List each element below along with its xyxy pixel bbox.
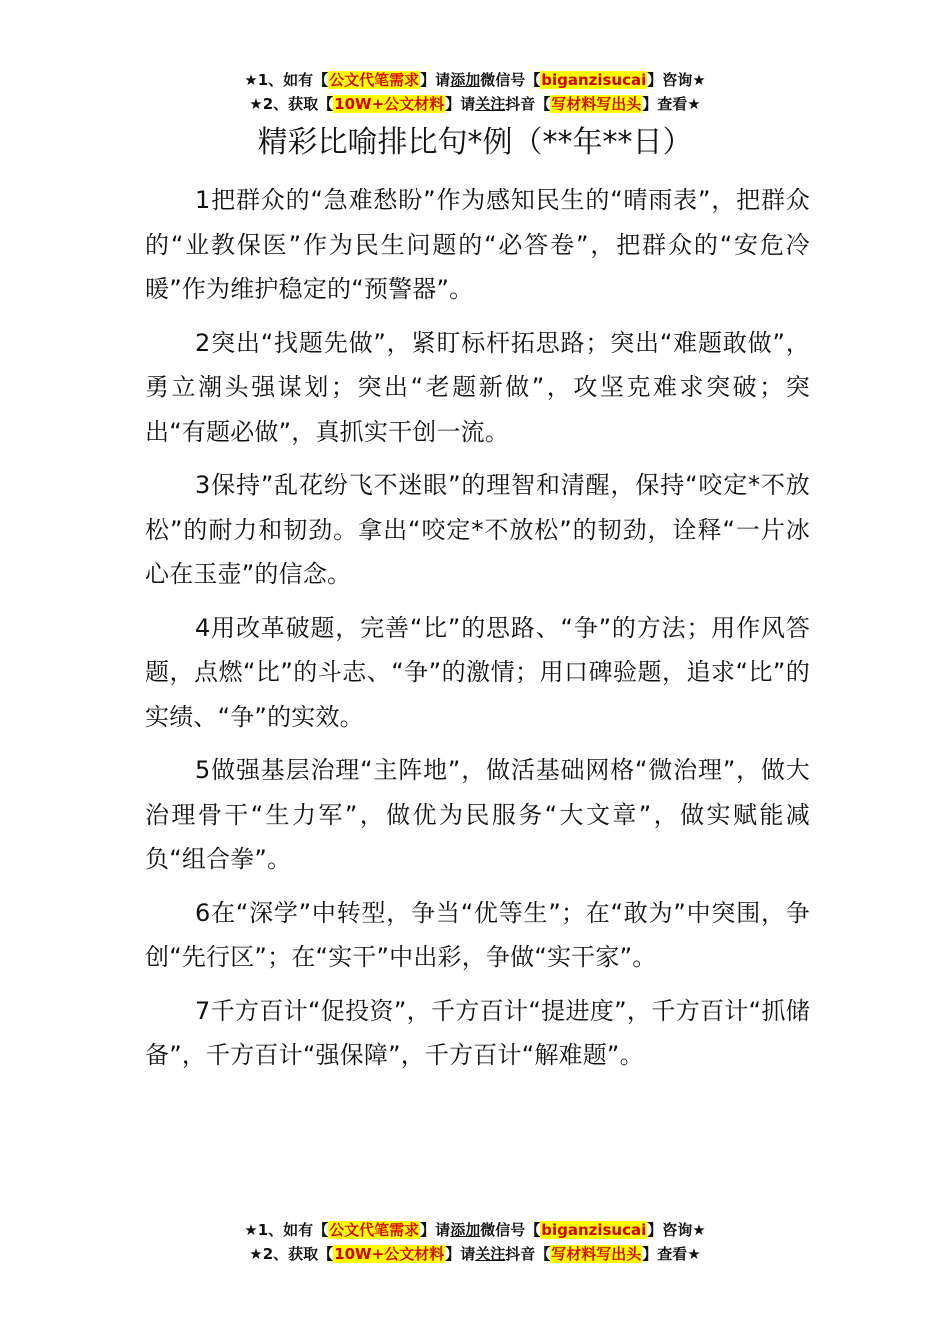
document-title: 精彩比喻排比句*例（**年**日）	[257, 125, 693, 160]
promo-text: 】咨询★	[647, 1221, 706, 1239]
promo-text: 】请	[445, 95, 476, 113]
header-promo-banner	[0, 68, 950, 116]
promo-text: 微信号【	[480, 1221, 541, 1239]
promo-highlight: 公文代笔需求	[329, 1221, 420, 1239]
paragraph-1: 1把群众的“急难愁盼”作为感知民生的“晴雨表”，把群众的“业教保医”作为民生问题的“必答卷”，把群众的“安危冷暖”作为维护稳定的“预警器”。	[145, 186, 810, 303]
promo-underline: 添加	[450, 1221, 481, 1239]
promo-douyin-id: 写材料写出头	[551, 95, 642, 113]
promo-text: 抖音【	[505, 95, 551, 113]
promo-line-1	[0, 68, 950, 92]
promo-wechat-id: biganzisucai	[541, 71, 647, 89]
promo-text: ★2、获取【	[249, 1245, 334, 1263]
footer-promo-banner	[0, 1218, 950, 1266]
document-body	[145, 178, 810, 1087]
paragraph-7: 7千方百计“促投资”，千方百计“提进度”，千方百计“抓储备”，千方百计“强保障”，千方百计“解难题”。	[145, 996, 810, 1069]
promo-highlight: 公文代笔需求	[329, 71, 420, 89]
paragraph-2: 2突出“找题先做”，紧盯标杆拓思路；突出“难题敢做”，勇立潮头强谋划；突出“老题新做”，攻坚克难求突破；突出“有题必做”，真抓实干创一流。	[145, 328, 810, 446]
promo-text: 】查看★	[642, 95, 701, 113]
paragraph-5: 5做强基层治理“主阵地”，做活基础网格“微治理”，做大治理骨干“生力军”，做优为民服务“大文章”，做实赋能减负“组合拳”。	[145, 756, 810, 873]
promo-text: ★1、如有【	[244, 1221, 329, 1239]
promo-wechat-id: biganzisucai	[541, 1221, 647, 1239]
promo-text: 】请	[420, 71, 451, 89]
promo-text: 微信号【	[480, 71, 541, 89]
promo-underline: 关注	[475, 95, 506, 113]
promo-douyin-id: 写材料写出头	[551, 1245, 642, 1263]
promo-line-1	[0, 1218, 950, 1242]
promo-highlight: 10W+公文材料	[334, 1245, 445, 1263]
paragraph-6: 6在“深学”中转型，争当“优等生”；在“敢为”中突围，争创“先行区”；在“实干”中出彩，争做“实干家”。	[145, 898, 810, 971]
promo-text: ★1、如有【	[244, 71, 329, 89]
promo-text: 】请	[420, 1221, 451, 1239]
promo-text: 】请	[445, 1245, 476, 1263]
promo-text: 】咨询★	[647, 71, 706, 89]
promo-line-2	[0, 1242, 950, 1266]
promo-highlight: 10W+公文材料	[334, 95, 445, 113]
promo-line-2	[0, 92, 950, 116]
promo-text: ★2、获取【	[249, 95, 334, 113]
promo-text: 抖音【	[505, 1245, 551, 1263]
promo-text: 】查看★	[642, 1245, 701, 1263]
paragraph-3: 3保持”乱花纷飞不迷眼”的理智和清醒，保持“咬定*不放松”的耐力和韧劲。拿出“咬定*不放松”的韧劲，诠释“一片冰心在玉壶”的信念。	[145, 471, 810, 588]
promo-underline: 关注	[475, 1245, 506, 1263]
paragraph-4: 4用改革破题，完善“比”的思路、“争”的方法；用作风答题，点燃“比”的斗志、“争”的激情；用口碑验题，追求“比”的实绩、“争”的实效。	[145, 613, 810, 731]
promo-underline: 添加	[450, 71, 481, 89]
